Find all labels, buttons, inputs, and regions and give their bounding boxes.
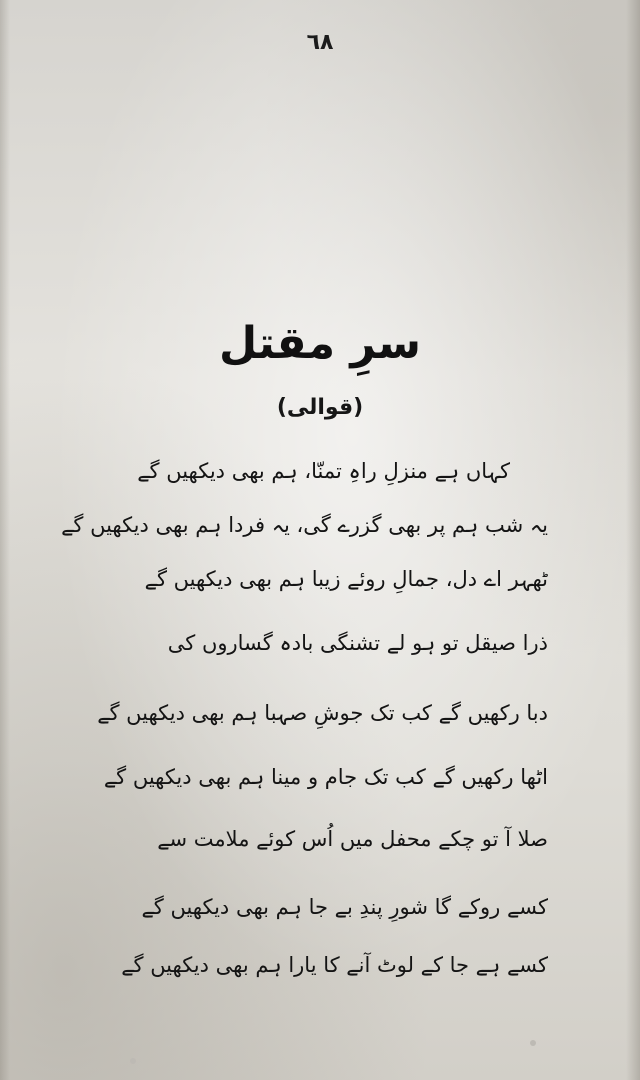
verse-line-3: ٹھہر اے دل، جمالِ روئے زیبا ہم بھی دیکھیں گے	[144, 567, 548, 591]
verse-line-9: کسے ہے جا کے لوٹ آنے کا یارا ہم بھی دیکھیں گے	[121, 953, 548, 977]
verse-line-4: ذرا صیقل تو ہو لے تشنگی بادہ گساروں کی	[167, 631, 548, 655]
verse-line-1: کہاں ہے منزلِ راہِ تمنّا، ہم بھی دیکھیں گے	[137, 459, 510, 483]
page-number: ٦٨	[306, 30, 334, 55]
poem-subtitle: (قوالی)	[276, 395, 364, 420]
verse-line-6: اٹھا رکھیں گے کب تک جام و مینا ہم بھی دیکھیں گے	[103, 765, 548, 789]
page-right-shadow	[626, 0, 640, 1080]
page-left-shadow	[0, 0, 10, 1080]
paper-spot	[530, 1040, 536, 1046]
verse-line-8: کسے روکے گا شورِ پندِ بے جا ہم بھی دیکھیں گے	[141, 895, 548, 919]
paper-spot	[130, 1058, 136, 1064]
poem-title: سرِ مقتل	[218, 318, 422, 369]
verse-line-2: یہ شب ہم پر بھی گزرے گی، یہ فردا ہم بھی دیکھیں گے	[61, 513, 548, 537]
verse-line-7: صلا آ تو چکے محفل میں اُس کوئے ملامت سے	[157, 827, 548, 851]
verse-line-5: دبا رکھیں گے کب تک جوشِ صہبا ہم بھی دیکھیں گے	[97, 701, 548, 725]
